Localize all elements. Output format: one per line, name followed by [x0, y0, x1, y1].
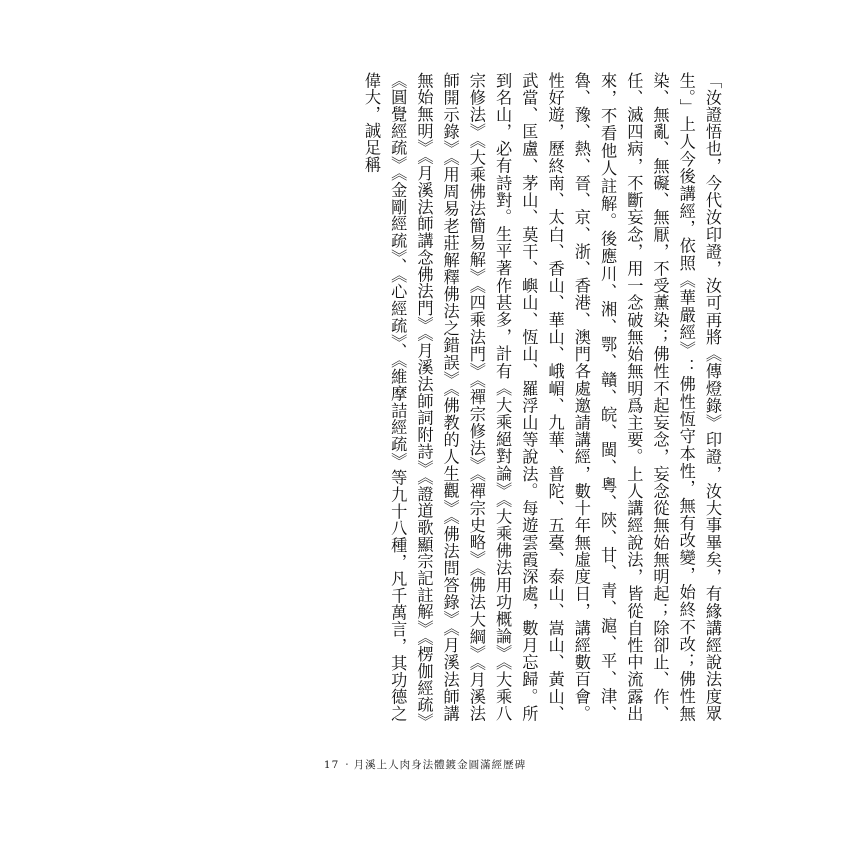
- footer-running-title: 月溪上人肉身法體鍍金圓滿經歷碑: [353, 759, 527, 771]
- body-paragraph: 「汝證悟也，今代汝印證，汝可再將《傳燈錄》印證，汝大事畢矣，有緣講經說法度眾生。」上人今後講經，依照《華嚴經》：佛性恆守本性，無有改變，始終不改；佛性無染、無亂、無礙、無厭，不受薰染；佛性不起妄念，妄念從無始無明起；除卻止、作、任、滅四病，不斷妄念，用一念破無始無明爲主要。上人講經說法，皆從自性中流露出來，不看他人註解。後應川、湘、鄂、贛、皖、閩、粵、陝、甘、青、滬、平、津、魯、豫、熱、晉、京、浙、香港、澳門各處邀請講經，數十年無虛度日，講經數百會。性好遊，歷終南、太白、香山、華山、峨嵋、九華、普陀、五臺、泰山、嵩山、黃山、武當、匡盧、茅山、莫干、嶼山、恆山、羅浮山等說法。每遊雲霞深處，數月忘歸。所到名山，必有詩對。生平著作甚多，計有《大乘絕對論》《大乘佛法用功概論》《大乘八宗修法》《大乘佛法簡易解》《四乘法門》《禪宗修法》《禪宗史略》《佛法大綱》《月溪法師開示錄》《用周易老莊解釋佛法之錯誤》《佛教的人生觀》《佛法問答錄》《月溪法師講無始無明》《月溪法師講念佛法門》《月溪法師詞附詩》《證道歌顯宗記註解》《楞伽經疏》《圓覺經疏》《金剛經疏》、《心經疏》、《維摩詰經疏》等九十八種，凡千萬言，其功德之偉大，誠足稱: [361, 72, 722, 722]
- footer-page-number: 17: [323, 759, 340, 771]
- page-footer: [0, 757, 850, 772]
- page-body-text: [200, 72, 725, 722]
- footer-separator: ‧: [345, 759, 350, 771]
